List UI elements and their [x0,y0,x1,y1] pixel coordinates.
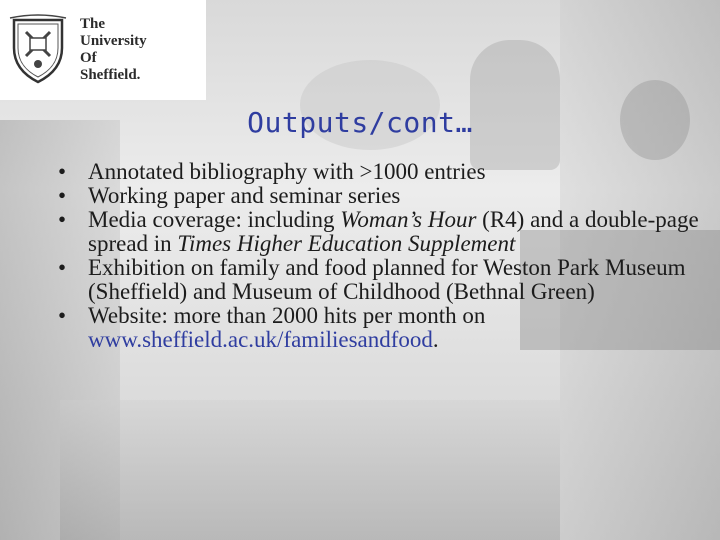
bullet-text: . [432,327,439,352]
bullet-text: Annotated bibliography with >1000 entries [88,159,486,184]
logo-line: Sheffield. [80,67,141,83]
bullet-item [58,160,708,184]
bullet-text: Working paper and seminar series [88,183,401,208]
slide-title: Outputs/cont… [247,106,473,139]
bullet-glyph: • [58,303,67,328]
logo-wordmark [80,16,147,84]
bullet-list [58,160,708,352]
bullet-text: (R4) and a double-page spread in [88,207,699,256]
bullet-glyph: • [58,183,67,208]
bullet-text: Media coverage: including [88,207,341,232]
logo-line: Of [80,50,97,66]
bullet-glyph: • [58,255,67,280]
bullet-glyph: • [58,159,67,184]
bullet-italic: Times Higher Education Supplement [177,231,516,256]
bullet-item [58,256,708,304]
bullet-text: Exhibition on family and food planned for Weston Park Museum (Sheffield) and Museum of Childhood (Bethnal Green) [88,255,686,304]
bullet-item [58,208,708,256]
bullet-glyph: • [58,207,67,232]
website-link[interactable]: www.sheffield.ac.uk/familiesandfood [88,327,433,352]
logo-line: University [80,33,147,49]
bullet-item [58,304,708,352]
logo-line: The [80,16,106,32]
bullet-text: Website: more than 2000 hits per month on [88,303,486,328]
crest-icon [8,14,68,86]
bullet-item [58,184,708,208]
bullet-italic: Woman’s Hour [340,207,477,232]
university-logo [0,0,206,100]
